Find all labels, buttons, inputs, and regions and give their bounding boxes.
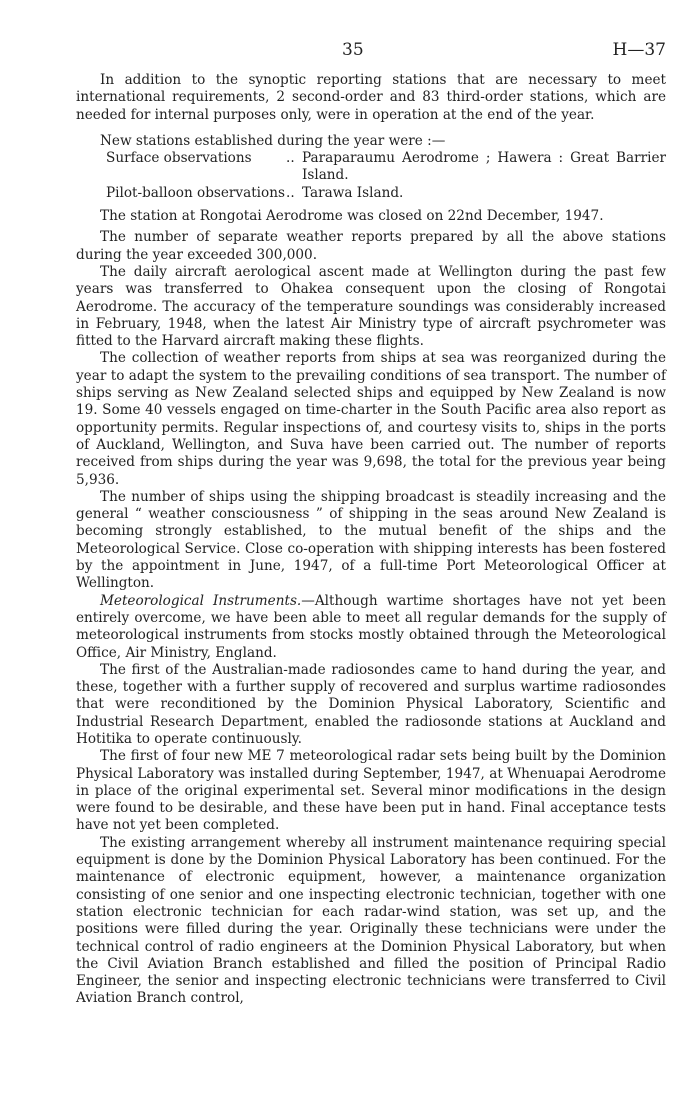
paragraph: In addition to the synoptic reporting stations that are necessary to meet international requirements, 2 second-order and 83 third-order stations, which are needed for internal purposes only, were in operation at the end of the year. bbox=[76, 72, 666, 123]
observation-type: Surface observations bbox=[106, 150, 252, 167]
paragraph: The existing arrangement whereby all instrument maintenance requiring special equipment is done by the Dominion Physical Laboratory has been continued. For the maintenance of electronic equipment, however, a maintenance organization consisting of one senior and one inspecting electronic technician, together with one station electronic technician for each radar-wind station, was set up, and the positions were filled during the year. Originally these technicians were under the technical control of radio engineers at the Dominion Physical Laboratory, but when the Civil Aviation Branch established and filled the position of Principal Radio Engineer, the senior and inspecting electronic technicians were transferred to Civil Aviation Branch control, bbox=[76, 834, 666, 1007]
paragraph-text: —Although wartime shortages have not yet been entirely overcome, we have been able to meet all regular demands for the supply of meteorological instruments from stocks mostly obtained through the Meteorological Office, Air Ministry, England. bbox=[76, 592, 666, 661]
section-heading: Meteorological Instruments. bbox=[100, 592, 302, 609]
document-reference: H—37 bbox=[612, 40, 666, 60]
new-stations-entry bbox=[76, 185, 666, 202]
paragraph bbox=[76, 593, 666, 662]
paragraph: The first of the Australian-made radiosondes came to hand during the year, and these, together with a further supply of recovered and surplus wartime radiosondes that were reconditioned by the Dominion Physical Laboratory, Scientific and Industrial Research Department, enabled the radiosonde stations at Auckland and Hotitika to operate continuously. bbox=[76, 661, 666, 747]
station-list: Paraparaumu Aerodrome ; Hawera : Great Barrier Island. bbox=[302, 150, 666, 184]
paragraph: The number of ships using the shipping broadcast is steadily increasing and the general “ weather consciousness ” of shipping in the seas around New Zealand is becoming strongly established, to the mutual benefit of the ships and the Meteorological Service. Close co-operation with shipping interests has been fostered by the appointment in June, 1947, of a full-time Port Meteorological Officer at Wellington. bbox=[76, 488, 666, 592]
paragraph: The station at Rongotai Aerodrome was closed on 22nd December, 1947. bbox=[100, 208, 604, 225]
document-page bbox=[76, 0, 666, 1008]
observation-type: Pilot-balloon observations bbox=[106, 184, 285, 201]
page-number: 35 bbox=[342, 40, 364, 60]
station-list: Tarawa Island. bbox=[302, 184, 404, 201]
page-header bbox=[76, 0, 666, 60]
dot-leader: .. bbox=[286, 184, 295, 201]
paragraph: New stations established during the year were :— bbox=[100, 132, 446, 149]
paragraph: The number of separate weather reports prepared by all the above stations during the year exceeded 300,000. bbox=[76, 229, 666, 263]
dot-leader: .. bbox=[286, 150, 295, 167]
new-stations-entry bbox=[76, 150, 666, 185]
paragraph: The daily aircraft aerological ascent made at Wellington during the past few years was transferred to Ohakea consequent upon the closing of Rongotai Aerodrome. The accuracy of the temperature soundings was considerably increased in February, 1948, when the latest Air Ministry type of aircraft psychrometer was fitted to the Harvard aircraft making these flights. bbox=[76, 263, 666, 350]
paragraph: The collection of weather reports from ships at sea was reorganized during the year to adapt the system to the prevailing conditions of sea transport. The number of ships serving as New Zealand selected ships and equipped by New Zealand is now 19. Some 40 vessels engaged on time-charter in the South Pacific area also report as opportunity permits. Regular inspections of, and courtesy visits to, ships in the ports of Auckland, Wellington, and Suva have been carried out. The number of reports received from ships during the year was 9,698, the total for the previous year being 5,936. bbox=[76, 350, 666, 488]
paragraph: The first of four new ME 7 meteorological radar sets being built by the Dominion Physical Laboratory was installed during September, 1947, at Whenuapai Aerodrome in place of the original experimental set. Several minor modifications in the design were found to be desirable, and these have been put in hand. Final acceptance tests have not yet been completed. bbox=[76, 748, 666, 834]
